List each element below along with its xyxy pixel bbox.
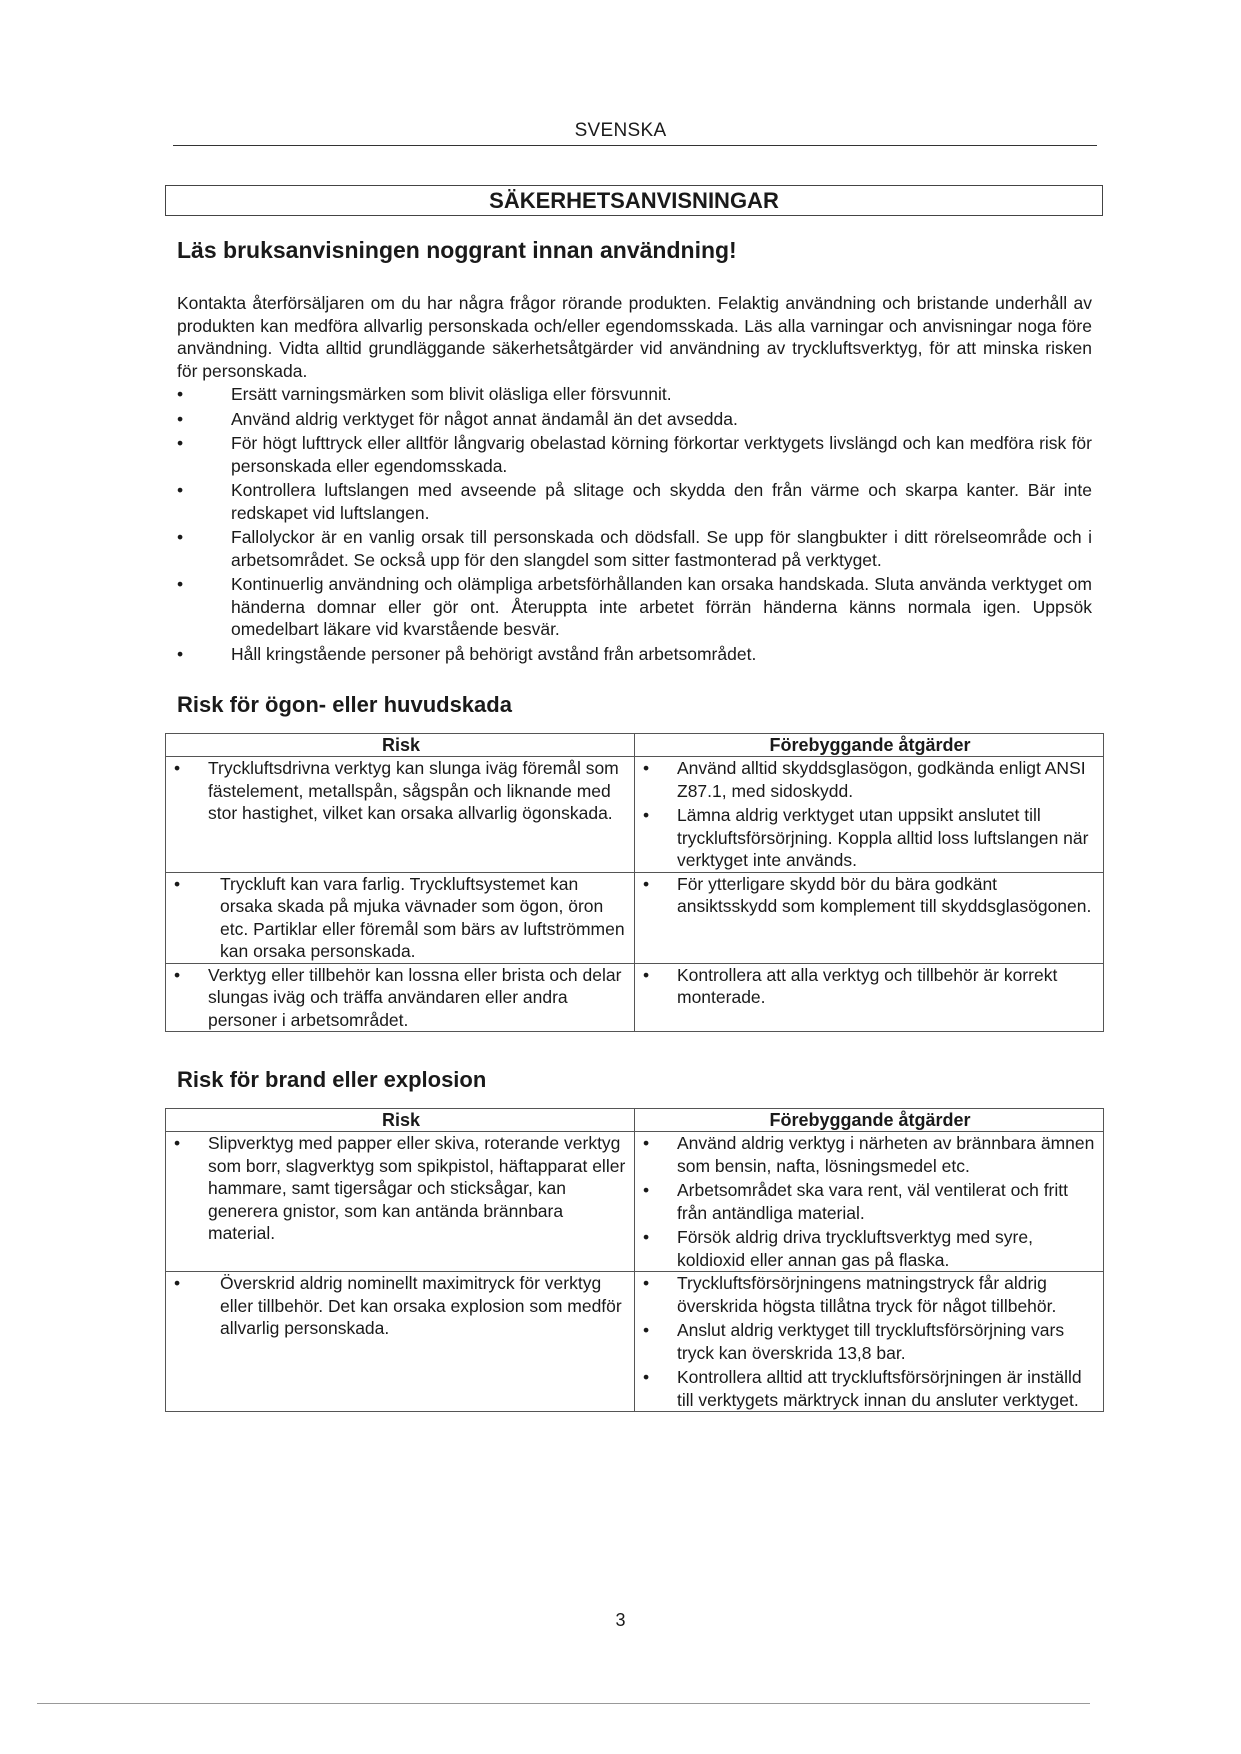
bullet-icon: • [643, 1273, 650, 1293]
measures-cell [635, 1132, 1104, 1272]
intro-paragraph: Kontakta återförsäljaren om du har några frågor rörande produkten. Felaktig användning och bristande underhåll av produkten kan medföra allvarlig personskada och/eller egendomsskada. Läs alla varningar och anvisningar noga före användning. Vidta alltid grundläggande säkerhetsåtgärder vid användning av tryckluftsverktyg, för att minska risken för personskada. [177, 293, 1092, 381]
risk-cell [166, 1272, 635, 1412]
bullet-icon: • [174, 964, 181, 985]
measure-text: Kontrollera alltid att tryckluftsförsörjningen är inställd till verktygets märktryck innan du ansluter verktyget. [677, 1367, 1082, 1410]
eye-head-risk-table [165, 733, 1104, 1032]
header-language: SVENSKA [574, 120, 667, 141]
measure-text: Tryckluftsförsörjningens matningstryck får aldrig överskrida högsta tillåtna tryck för något tillbehör. [677, 1273, 1057, 1316]
column-header-risk: Risk [166, 734, 635, 757]
fire-explosion-risk-table [165, 1108, 1104, 1412]
table-row [166, 1272, 1104, 1412]
measures-cell [635, 1272, 1104, 1412]
table-header-row [166, 1109, 1104, 1132]
bullet-icon: • [177, 433, 184, 453]
bullet-icon: • [643, 1133, 650, 1153]
bullet-icon: • [643, 1180, 650, 1200]
column-header-measures: Förebyggande åtgärder [635, 734, 1104, 757]
measure-text: Försök aldrig driva tryckluftsverktyg med syre, koldioxid eller annan gas på flaska. [677, 1227, 1033, 1270]
column-header-measures: Förebyggande åtgärder [635, 1109, 1104, 1132]
list-item [177, 408, 1092, 431]
table-row [166, 1132, 1104, 1272]
bullet-icon: • [174, 1133, 181, 1153]
risk-text: Slipverktyg med papper eller skiva, roterande verktyg som borr, slagverktyg som spikpistol, häftapparat eller hammare, samt tigersågar och sticksågar, kan generera gnistor, som kan antända brännbara material. [208, 1133, 626, 1243]
section-heading-eye-head-risk: Risk för ögon- eller huvudskada [177, 692, 512, 717]
measure-text: För ytterligare skydd bör du bära godkänt ansiktsskydd som komplement till skyddsglasögonen. [677, 873, 1092, 916]
list-item-text: Håll kringstående personer på behörigt avstånd från arbetsområdet. [231, 643, 757, 664]
bullet-icon: • [177, 480, 184, 500]
bullet-icon: • [643, 1227, 650, 1247]
risk-text: Verktyg eller tillbehör kan lossna eller brista och delar slungas iväg och träffa användaren eller andra personer i arbetsområdet. [208, 964, 622, 1030]
risk-cell [166, 757, 635, 873]
table-header-row [166, 734, 1104, 757]
risk-cell [166, 872, 635, 963]
bullet-icon: • [643, 1367, 650, 1387]
list-item [177, 479, 1092, 524]
bullet-icon: • [177, 384, 184, 404]
bullet-icon: • [174, 758, 181, 778]
bullet-icon: • [177, 643, 184, 664]
page-number: 3 [615, 1610, 626, 1630]
bullet-icon: • [643, 1320, 650, 1340]
measures-cell [635, 757, 1104, 873]
measure-text: Arbetsområdet ska vara rent, väl ventilerat och fritt från antändliga material. [677, 1180, 1068, 1223]
section-heading-fire-explosion-risk: Risk för brand eller explosion [177, 1067, 487, 1092]
measure-text: Kontrollera att alla verktyg och tillbehör är korrekt monterade. [677, 964, 1058, 1007]
list-item [177, 643, 1092, 666]
measure-text: Använd alltid skyddsglasögon, godkända enligt ANSI Z87.1, med sidoskydd. [677, 758, 1086, 801]
table-row [166, 872, 1104, 963]
list-item [177, 432, 1092, 477]
page-title: SÄKERHETSANVISNINGAR [165, 185, 1103, 216]
measure-text: Lämna aldrig verktyget utan uppsikt anslutet till tryckluftsförsörjning. Koppla alltid loss luftslangen när verktyget inte används. [677, 805, 1089, 870]
bullet-icon: • [177, 527, 184, 547]
list-item [177, 383, 1092, 406]
table-row [166, 757, 1104, 873]
table-row [166, 963, 1104, 1032]
bullet-icon: • [643, 873, 650, 894]
bullet-icon: • [177, 574, 184, 594]
main-heading: Läs bruksanvisningen noggrant innan användning! [177, 237, 737, 263]
safety-bullet-list [177, 383, 1092, 667]
bullet-icon: • [643, 964, 650, 985]
measures-cell [635, 872, 1104, 963]
list-item-text: Kontrollera luftslangen med avseende på slitage och skydda den från värme och skarpa kanter. Bär inte redskapet vid luftslangen. [231, 480, 1092, 523]
bullet-icon: • [643, 758, 650, 778]
bullet-icon: • [177, 408, 184, 429]
list-item [177, 526, 1092, 571]
bullet-icon: • [174, 873, 181, 894]
list-item-text: Kontinuerlig användning och olämpliga arbetsförhållanden kan orsaka handskada. Sluta använda verktyget om händerna domnar eller gör ont. Återuppta inte arbetet förrän händerna känns normala igen. Uppsök omedelbart läkare vid kvarstående besvär. [231, 574, 1092, 639]
bullet-icon: • [643, 805, 650, 825]
risk-text: Tryckluft kan vara farlig. Tryckluftsystemet kan orsaka skada på mjuka vävnader som ögon, öron etc. Partiklar eller föremål som bärs av luftströmmen kan orsaka personskada. [220, 873, 625, 961]
risk-cell [166, 963, 635, 1032]
list-item-text: Ersätt varningsmärken som blivit oläsliga eller försvunnit. [231, 384, 672, 404]
risk-text: Tryckluftsdrivna verktyg kan slunga iväg föremål som fästelement, metallspån, sågspån och liknande med stor hastighet, vilket kan orsaka allvarlig ögonskada. [208, 758, 619, 823]
footer-divider [37, 1703, 1090, 1704]
list-item-text: Fallolyckor är en vanlig orsak till personskada och dödsfall. Se upp för slangbukter i ditt rörelseområde och i arbetsområdet. Se också upp för den slangdel som sitter fastmonterad på verktyget. [231, 527, 1092, 570]
measure-text: Använd aldrig verktyg i närheten av brännbara ämnen som bensin, nafta, lösningsmedel etc. [677, 1133, 1095, 1176]
measures-cell [635, 963, 1104, 1032]
measure-text: Anslut aldrig verktyget till tryckluftsförsörjning vars tryck kan överskrida 13,8 bar. [677, 1320, 1065, 1363]
risk-cell [166, 1132, 635, 1272]
risk-text: Överskrid aldrig nominellt maximitryck för verktyg eller tillbehör. Det kan orsaka explosion som medför allvarlig personskada. [220, 1273, 622, 1338]
list-item-text: Använd aldrig verktyget för något annat ändamål än det avsedda. [231, 408, 738, 429]
list-item [177, 573, 1092, 641]
header-divider [173, 145, 1097, 146]
column-header-risk: Risk [166, 1109, 635, 1132]
list-item-text: För högt lufttryck eller alltför långvarig obelastad körning förkortar verktygets livslängd och kan medföra risk för personskada eller egendomsskada. [231, 433, 1092, 476]
bullet-icon: • [174, 1273, 181, 1293]
